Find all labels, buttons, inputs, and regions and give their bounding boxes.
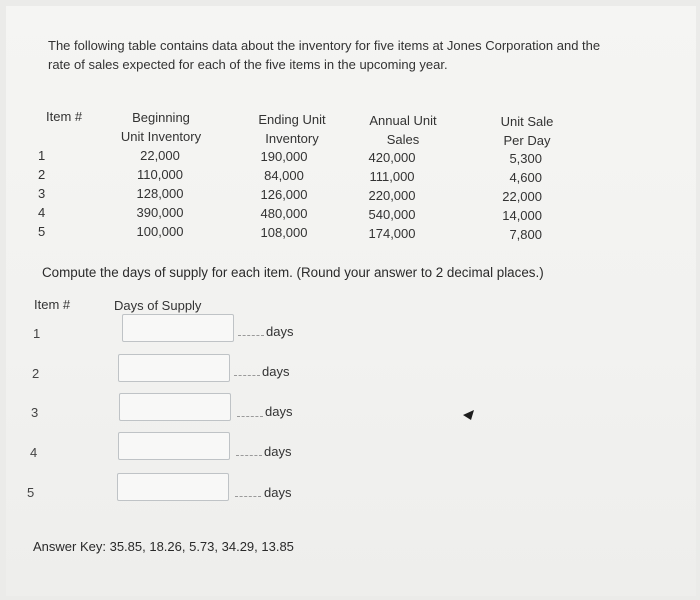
header-rate-1: Unit Sale — [500, 114, 554, 129]
unit-separator — [238, 335, 264, 336]
header-ending-2: Inventory — [265, 131, 319, 146]
ending-cell: 126,000 — [260, 187, 308, 202]
answer-row-item: 5 — [27, 485, 35, 500]
answer-row-item: 2 — [32, 366, 40, 381]
header-beginning-2: Unit Inventory — [120, 129, 202, 144]
item-cell: 4 — [38, 205, 46, 220]
per-day-cell: 22,000 — [502, 189, 542, 204]
days-unit-label: days — [264, 485, 292, 500]
annual-sales-cell: 540,000 — [368, 207, 416, 222]
worksheet-page — [6, 6, 696, 596]
answer-row-item: 4 — [30, 445, 38, 460]
beginning-cell: 110,000 — [136, 167, 184, 182]
per-day-cell: 5,300 — [509, 151, 542, 166]
beginning-cell: 390,000 — [136, 205, 184, 220]
header-sales-1: Annual Unit — [369, 113, 437, 128]
per-day-cell: 14,000 — [502, 208, 542, 223]
unit-separator — [235, 496, 261, 497]
beginning-cell: 128,000 — [136, 186, 184, 201]
header-ending-1: Ending Unit — [258, 112, 326, 127]
item-cell: 5 — [38, 224, 46, 239]
beginning-cell: 22,000 — [140, 148, 180, 163]
ending-column — [238, 147, 330, 242]
beginning-column — [114, 146, 206, 241]
header-item: Item # — [46, 109, 83, 124]
question-prompt: Compute the days of supply for each item. (Round your answer to 2 decimal places.) — [42, 265, 544, 280]
item-cell: 2 — [38, 167, 46, 182]
ending-cell: 480,000 — [260, 206, 308, 221]
unit-separator — [234, 375, 260, 376]
unit-separator — [236, 455, 262, 456]
problem-intro: The following table contains data about the inventory for five items at Jones Corporation and the rate of sales expected for each of the five items in the upcoming year. — [48, 38, 601, 72]
header-beginning-1: Beginning — [132, 110, 190, 125]
answer-row-item: 1 — [33, 326, 41, 341]
annual-sales-column — [346, 148, 438, 243]
beginning-cell: 100,000 — [136, 224, 184, 239]
header-rate-2: Per Day — [503, 133, 551, 148]
ending-cell: 84,000 — [264, 168, 304, 183]
days-unit-label: days — [264, 444, 292, 459]
days-of-supply-input-1[interactable] — [122, 314, 234, 342]
per-day-column — [476, 149, 542, 244]
answer-row-item: 3 — [31, 405, 39, 420]
annual-sales-cell: 420,000 — [368, 150, 416, 165]
days-unit-label: days — [262, 364, 290, 379]
days-unit-label: days — [266, 324, 294, 339]
item-column — [38, 146, 52, 241]
answer-header-days: Days of Supply — [114, 298, 202, 313]
answer-key: Answer Key: 35.85, 18.26, 5.73, 34.29, 13.85 — [33, 539, 294, 554]
ending-cell: 108,000 — [260, 225, 308, 240]
mouse-cursor-icon — [462, 409, 476, 421]
per-day-cell: 4,600 — [509, 170, 542, 185]
days-unit-label: days — [265, 404, 293, 419]
annual-sales-cell: 111,000 — [369, 169, 415, 184]
item-cell: 3 — [38, 186, 46, 201]
answer-header-item: Item # — [34, 297, 71, 312]
ending-cell: 190,000 — [260, 149, 308, 164]
per-day-cell: 7,800 — [509, 227, 542, 242]
days-of-supply-input-5[interactable] — [117, 473, 229, 501]
days-of-supply-input-3[interactable] — [119, 393, 231, 421]
days-of-supply-input-4[interactable] — [118, 432, 230, 460]
annual-sales-cell: 174,000 — [368, 226, 416, 241]
annual-sales-cell: 220,000 — [368, 188, 416, 203]
days-of-supply-input-2[interactable] — [118, 354, 230, 382]
header-sales-2: Sales — [386, 132, 420, 147]
unit-separator — [237, 416, 263, 417]
item-cell: 1 — [38, 148, 46, 163]
